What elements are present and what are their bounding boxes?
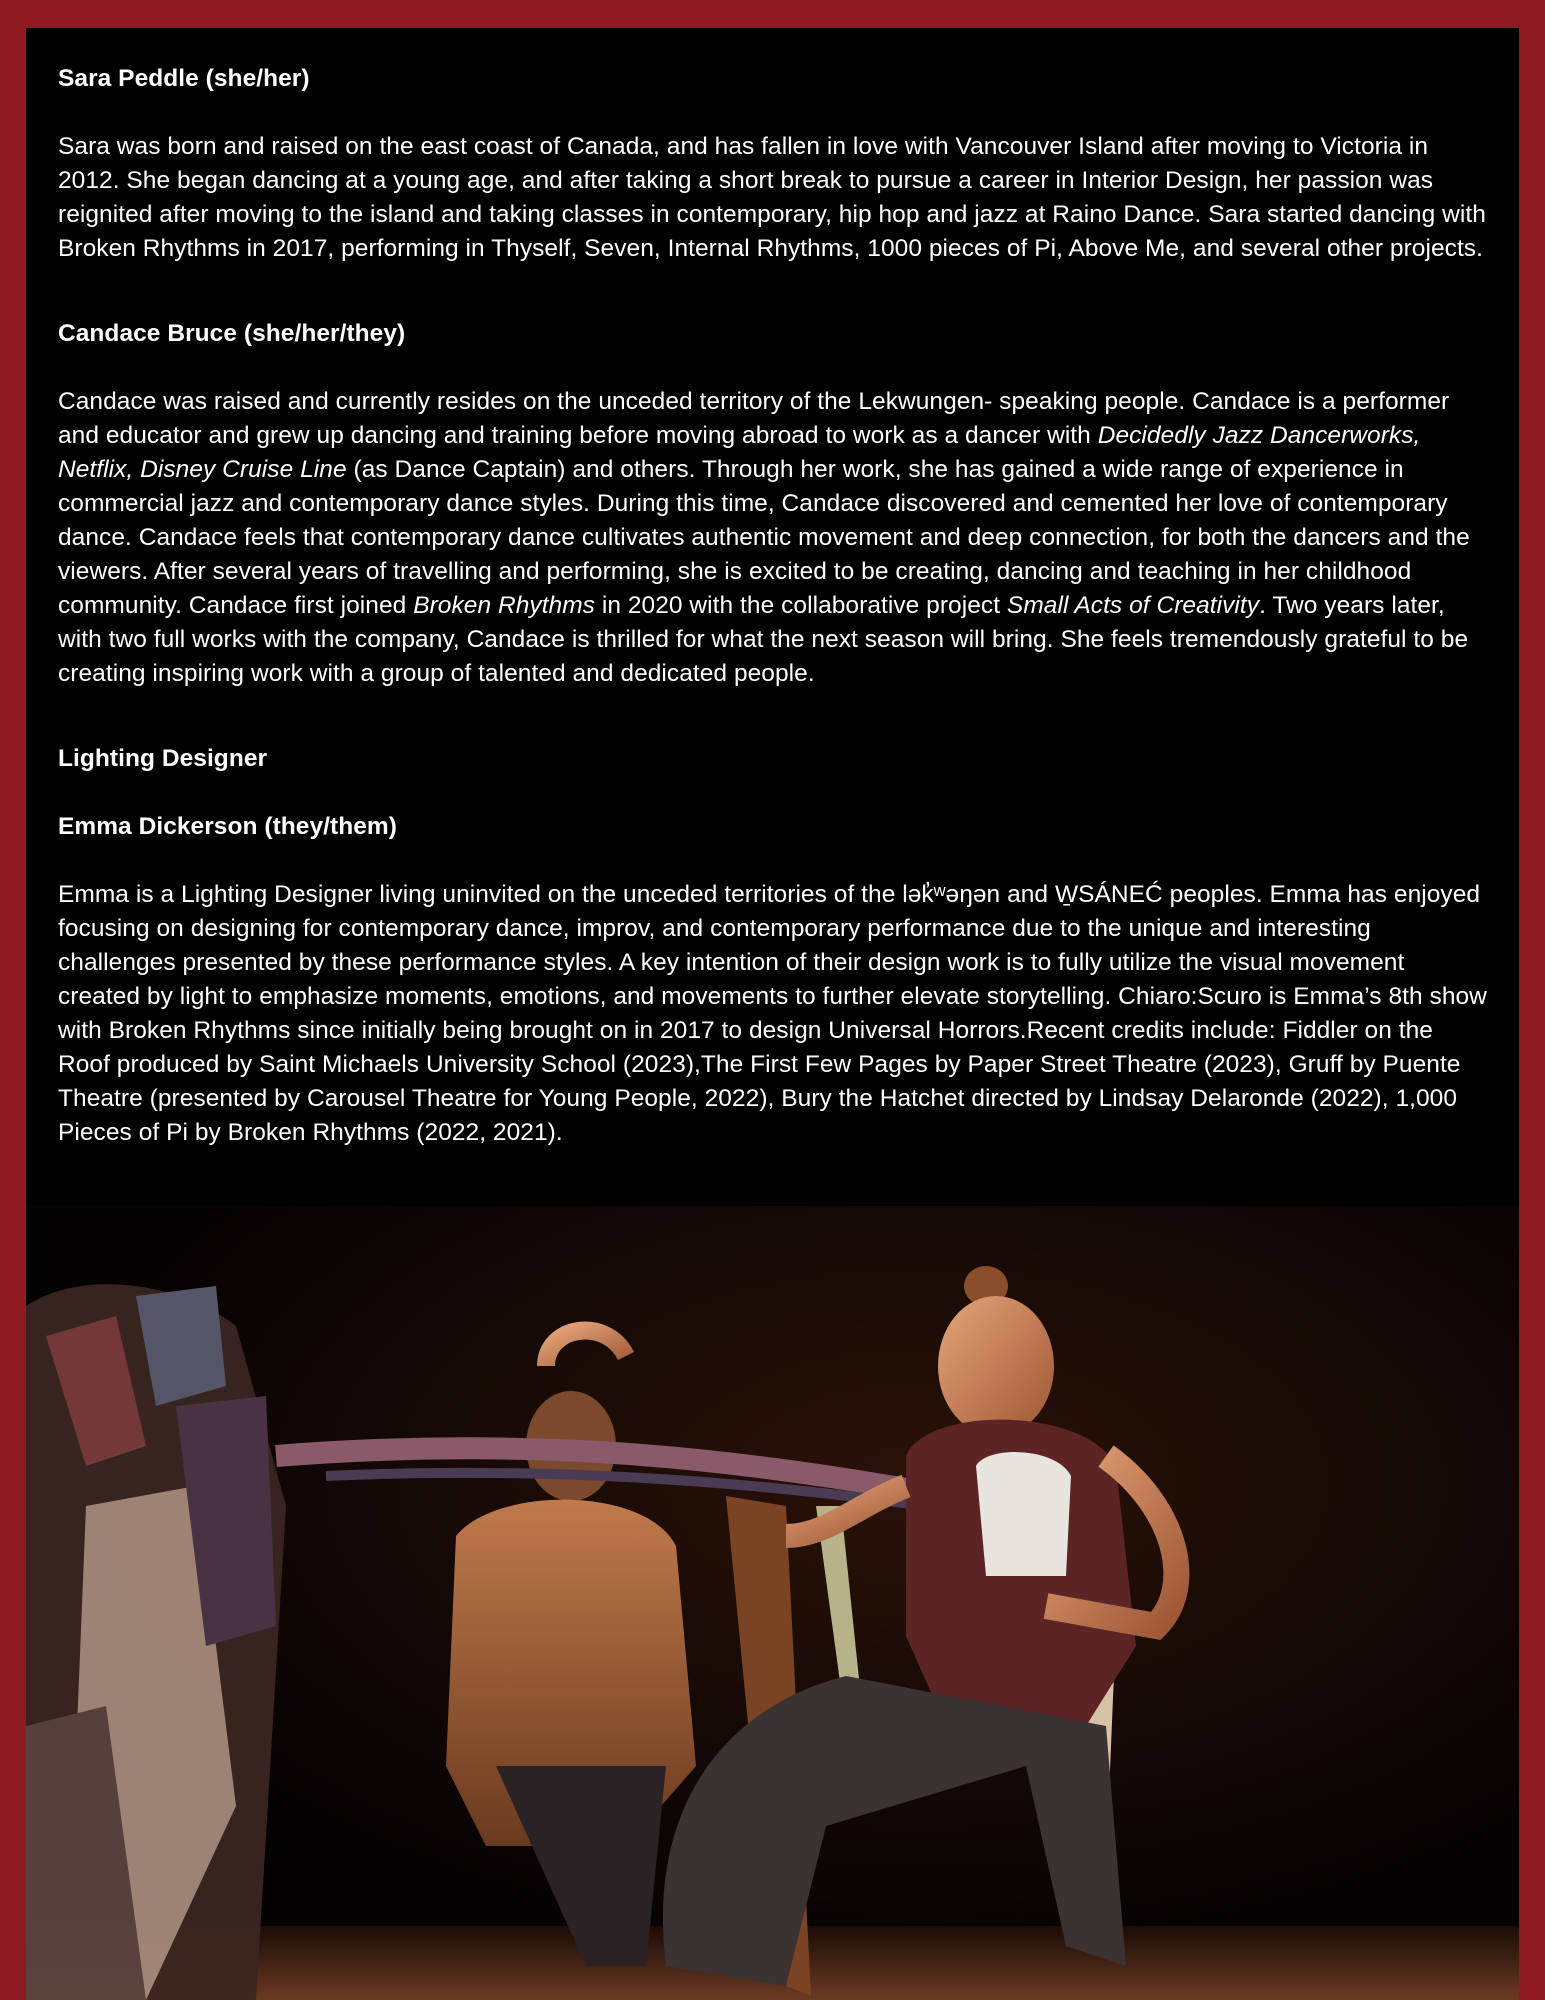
bio-text: . Two years later, with two full works with the company, Candace is thrilled for what the next season will bring. She feels tremendously grateful to be creating inspiring work with a group of talented and dedicated people. [58,592,1469,687]
bio-text-panel [26,28,1519,1206]
dancer-name-candace: Candace Bruce (she/her/they) [58,320,406,347]
designer-name-emma: Emma Dickerson (they/them) [58,813,397,840]
bio-italic-company: Broken Rhythms [413,592,595,619]
dancer-name-sara: Sara Peddle (she/her) [58,65,310,92]
section-heading-lighting: Lighting Designer [58,745,268,772]
bio-italic-project: Small Acts of Creativity [1006,592,1260,619]
dance-performance-photo [26,1206,1519,2000]
ties-pile-left [26,1284,286,2000]
bio-italic-companies: Decidedly Jazz Dancerworks, Netflix, Disney Cruise Line [58,422,1421,483]
dancer-bio-candace [58,385,1487,691]
photo-illustration [26,1206,1519,2000]
content-frame [26,28,1519,2000]
bio-text: (as Dance Captain) and others. Through her work, she has gained a wide range of experience in commercial jazz and contemporary dance styles. During this time, Candace discovered and cemented her love of contemporary dance. Candace feels that contemporary dance cultivates authentic movement and deep connection, for both the dancers and the viewers. After several years of travelling and performing, she is excited to be creating, dancing and teaching in her childhood community. Candace first joined [58,456,1470,619]
dancer-bio-sara: Sara was born and raised on the east coast of Canada, and has fallen in love with Vancouver Island after moving to Victoria in 2012. She began dancing at a young age, and after taking a short break to pursue a career in Interior Design, her passion was reignited after moving to the island and taking classes in contemporary, hip hop and jazz at Raino Dance. Sara started dancing with Broken Rhythms in 2017, performing in Thyself, Seven, Internal Rhythms, 1000 pieces of Pi, Above Me, and several other projects. [58,133,1486,262]
designer-bio-emma: Emma is a Lighting Designer living uninvited on the unceded territories of the lək̓ʷəŋən and W̱SÁNEĆ peoples. Emma has enjoyed focusing on designing for contemporary dance, improv, and contemporary performance due to the unique and interesting challenges presented by these performance styles. A key intention of their design work is to fully utilize the visual movement created by light to emphasize moments, emotions, and movements to further elevate storytelling. Chiaro:Scuro is Emma’s 8th show with Broken Rhythms since initially being brought on in 2017 to design Universal Horrors.Recent credits include: Fiddler on the Roof produced by Saint Michaels University School (2023),The First Few Pages by Paper Street Theatre (2023), Gruff by Puente Theatre (presented by Carousel Theatre for Young People, 2022), Bury the Hatchet directed by Lindsay Delaronde (2022), 1,000 Pieces of Pi by Broken Rhythms (2022, 2021). [58,881,1487,1146]
bio-text: Candace was raised and currently resides on the unceded territory of the Lekwungen- speaking people. Candace is a performer and educator and grew up dancing and training before moving abroad to work as a dancer with [58,388,1450,449]
bio-text: in 2020 with the collaborative project [594,592,1007,619]
